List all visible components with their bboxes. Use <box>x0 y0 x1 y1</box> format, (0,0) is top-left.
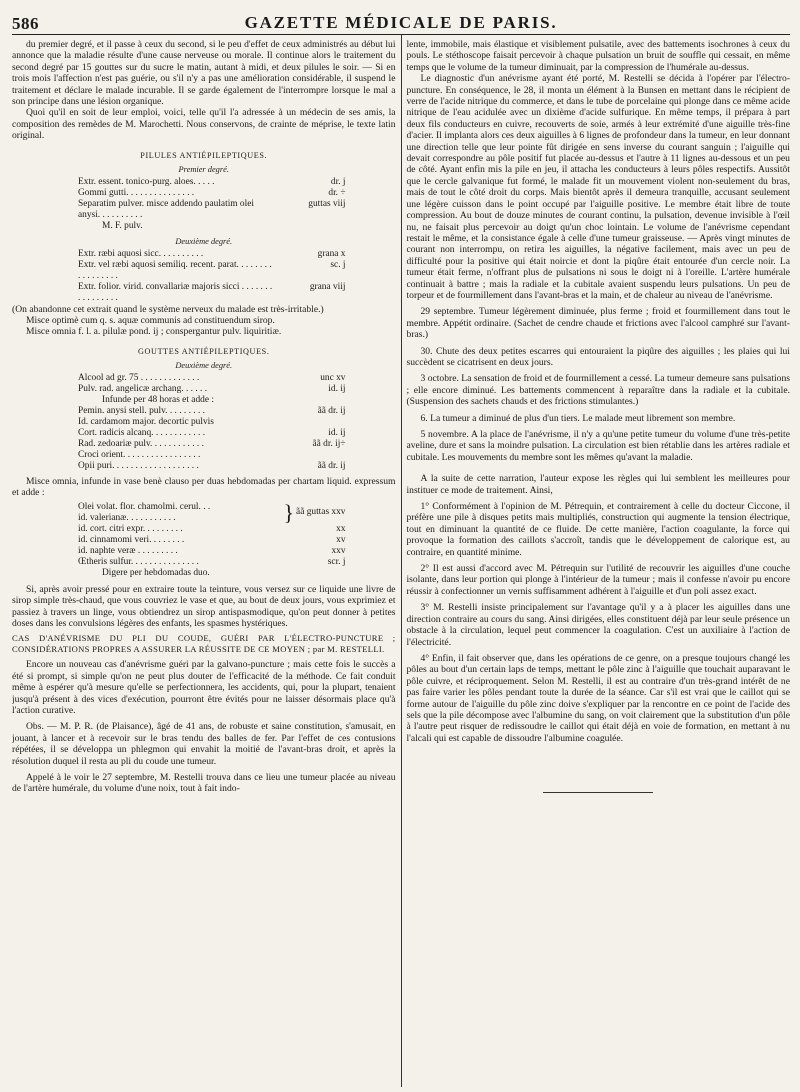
pills-degree-1-title: Premier degré. <box>178 164 229 174</box>
recipe-line: Extr. folior. virid. convallariæ majoris sicci . . . . . . . . . . . . . . . . grana viij <box>78 281 346 303</box>
recipe-instruction: Digere per hebdomadas duo. <box>102 567 210 578</box>
paragraph: 3° M. Restelli insiste principalement sur l'avantage qu'il y a à placer les aiguilles dans une direction contraire au cours du sang. Ainsi dirigées, elles constituent déjà par leur seule présence un obstacle à la circulation, lequel peut commencer la coagulation. C'est un auxiliaire à l'action de l'électricité. <box>406 602 790 648</box>
recipe-line: Extr. vel ræbi aquosi semiliq. recent. parat. . . . . . . . . . . . . . . . . sc. j <box>78 259 346 281</box>
paragraph: Si, après avoir pressé pour en extraire toute la teinture, vous versez sur ce liquide une livre de sirop simple très-chaud, que vous couvriez le vase et que, au bout de deux jours, vous exprimiez et passiez à travers un linge, vous obtiendrez un sirop antispasmodique, qu'on peut donner à petites doses dans les convulsions légères des enfants, les spasmes hystériques. <box>12 583 396 629</box>
recipe-line: id. cort. citri expr. . . . . . . . . xx <box>78 523 346 534</box>
paragraph: 1° Conformément à l'opinion de M. Pétrequin, et contrairement à celle du docteur Ciccone, il préfère une pile à disques petits mais multipliés, construction qui augmente la tension électrique, tout en diminuant la quantité de ce fluide. De cette manière, l'action coagulante, la force qui provoque la formation des caillots s'accroît, tandis que le développement de calorique est, au contraire, en quantité minime. <box>406 501 790 558</box>
right-column <box>406 35 790 1087</box>
recipe-line: Opii puri. . . . . . . . . . . . . . . . . . . ãã dr. ij <box>78 460 346 471</box>
paragraph: lente, immobile, mais élastique et visiblement pulsatile, avec des battements isochrones à ceux du pouls. Le stéthoscope faisait percevoir à chaque pulsation un bruit de souffle qui cessait, en même temps que le volume de la tumeur diminuait, par la compression de l'humérale au-dessus. <box>406 39 790 73</box>
page-number: 586 <box>12 14 39 33</box>
paragraph: Le diagnostic d'un anévrisme ayant été porté, M. Restelli se décida à l'opérer par l'électro-puncture. En conséquence, le 28, il monta un élément à la Bunsen en mettant dans le récipient de verre de l'acide nitrique du commerce, et dans le tube de porcelaine qui plonge dans ce même acide nitrique de l'eau acidulée avec un dixième d'acide sulfurique. En même temps, il prépara à part deux fils conducteurs en cuivre, recouverts de soie, armés à leur extrémité d'une aiguille très-fine d'acier. Il implanta alors ces deux aiguilles à 6 lignes de profondeur dans la tumeur, en leur donnant une direction telle que leur pointe fût dirigée en sens inverse du courant sanguin ; l'aiguille qui devait correspondre au pôle positif fut placée au-dessus et l'autre à 11 lignes au-dessous et un peu de côté. Ayant enfin mis la pile en jeu, il attacha les conducteurs à leurs pôles respectifs. Aussitôt que le cercle galvanique fut formé, le malade fit un mouvement violent non-seulement du bras, mais de tout le côté droit du corps. Mais bientôt après il demeura tranquille, accusant seulement une légère cuisson dans le point occupé par l'aiguille positive. Le membre était libre de toute compression. Au bout de douze minutes de courant continu, la pulsation, devenue invisible à l'œil nu, ne faisait plus percevoir au doigt qu'un choc lointain. Le volume de l'anévrisme cependant restait le même, et la consistance égale à celle d'une tumeur graisseuse. — Après vingt minutes de courant non interrompu, on retira les aiguilles, la négative facilement, mais avec un peu de difficulté pour la positive qui était noircie et dont la piqûre était entourée d'un cercle noir. La tumeur était ferme, n'offrant plus de pulsations ni sous le doigt ni à l'oreille. L'artère humérale continuait à battre ; mais la radiale et la cubitale avaient suspendu leurs pulsations. Un peu de torpeur et de fourmillement dans l'avant-bras et la main, et de chaleur au niveau de l'anévrisme. <box>406 73 790 301</box>
recipe-line: Œtheris sulfur. . . . . . . . . . . . . . . scr. j <box>78 556 346 567</box>
paragraph: 29 septembre. Tumeur légèrement diminuée, plus ferme ; froid et fourmillement dans tout le membre. Appétit ordinaire. (Sachet de cendre chaude et frictions avec l'alcool camphré sur l'avant-bras.) <box>406 306 790 341</box>
columns <box>12 35 790 1087</box>
brace-glyph: } <box>283 499 295 525</box>
paragraph: 6. La tumeur a diminué de plus d'un tiers. Le malade meut librement son membre. <box>420 412 736 424</box>
recipe-line: id. cinnamomi veri. . . . . . . . xv <box>78 534 346 545</box>
paragraph: Appelé à le voir le 27 septembre, M. Restelli trouva dans ce lieu une tumeur placée au niveau de l'artère humérale, du volume d'une noix, tout à fait indo- <box>12 771 396 795</box>
recipe-line: Rad. zedoariæ pulv. . . . . . . . . . . . ãã dr. ij÷ <box>78 438 346 449</box>
paragraph: 5 novembre. A la place de l'anévrisme, il n'y a qu'une petite tumeur du volume d'une très-petite aveline, dure et sans la moindre pulsation. La circulation est bien rétablie dans les artères radiale et cubitale. Les mouvements du membre sont les mêmes qu'avant la maladie. <box>406 429 790 463</box>
drops-degree-2-title: Deuxième degré. <box>175 360 233 370</box>
pills-instruction: Misce optimè cum q. s. aquæ communis ad constituendum sirop. <box>26 315 275 327</box>
column-divider <box>401 35 402 1087</box>
recipe-line: Extr. essent. tonico-purg. aloes. . . . . dr. j <box>78 176 346 187</box>
recipe-line: Pulv. rad. angelicæ archang. . . . . . id. ij <box>78 383 346 394</box>
recipe-line: Croci orient. . . . . . . . . . . . . . . . . <box>78 449 201 460</box>
recipe-line: id. naphte veræ . . . . . . . . . xxv <box>78 545 346 556</box>
pills-degree-2-title: Deuxième degré. <box>175 236 233 246</box>
recipe-line: Alcool ad gr. 75 . . . . . . . . . . . . . unc xv <box>78 372 346 383</box>
recipe-instruction: M. F. pulv. <box>102 220 143 231</box>
paragraph: Encore un nouveau cas d'anévrisme guéri par la galvano-puncture ; mais cette fois le succès a été si prompt, si simple qu'on ne peut plus douter de l'efficacité de la méthode. Ce fait conduit même à espérer qu'à mesure qu'elle se perfectionnera, les accidents, qui, pour la plupart, tenaient jusqu'à présent à des vices d'exécution, pourront être évités pour ne laisser désormais place qu'à l'action curative. <box>12 659 396 716</box>
paragraph: A la suite de cette narration, l'auteur expose les règles qui lui semblent les meilleures pour instituer ce mode de traitement. Ainsi, <box>406 473 790 496</box>
recipe-line: id. valerianæ. . . . . . . . . . . <box>78 512 176 523</box>
brace-group <box>12 499 396 525</box>
pills-note: (On abandonne cet extrait quand le système nerveux du malade est très-irritable.) <box>12 303 324 315</box>
end-rule <box>543 792 653 793</box>
recipe-line: Cort. radicis alcanq. . . . . . . . . . . . id. ij <box>78 427 346 438</box>
paragraph: 30. Chute des deux petites escarres qui entouraient la piqûre des aiguilles ; les plaies qui lui succèdent se cicatrisent en deux jours. <box>406 345 790 368</box>
recipe-dose: ãã guttas xxv <box>296 507 346 518</box>
drops-oils <box>12 499 396 579</box>
drops-recipe <box>12 373 396 472</box>
paragraph: 2° Il est aussi d'accord avec M. Pétrequin sur l'utilité de recouvrir les aiguilles d'une couche isolante, dans leur portion qui plonge à l'intérieur de la tumeur ; mais il confesse n'avoir pu encore réussir à confectionner un vernis suffisamment adhérent à l'aiguille et d'un poli assez exact. <box>406 563 790 597</box>
drops-title: GOUTTES ANTIÉPILEPTIQUES. <box>138 346 270 356</box>
recipe-line: Pemin. anysi stell. pulv. . . . . . . . . ãã dr. ij <box>78 405 346 416</box>
paragraph: 4° Enfin, il fait observer que, dans les opérations de ce genre, on a presque toujours changé les pôles au bout d'un certain laps de temps, mettant le pôle zinc à l'aiguille que touchait auparavant le pôle cuivre, et réciproquement. Selon M. Restelli, il est au contraire d'un très-grand intérêt de ne pas faire varier les pôles pendant toute la durée de la séance. Car s'il est vrai que le caillot qui se forme autour de l'aiguille du pôle zinc doive s'expliquer par la rencontre en ce point de l'acide des sels que la pile décompose avec l'albumine du sang, on voit clairement que la substitution d'un pôle à l'autre peut risquer de redissoudre le caillot qui était déjà en voie de formation, en mettant à nu l'alcali qui est capable de dissoudre l'albumine coagulée. <box>406 652 790 744</box>
recipe-line: Separatim pulver. misce addendo paulatim olei anysi. . . . . . . . . . guttas viij <box>78 198 346 220</box>
recipe-instruction: Infunde per 48 horas et adde : <box>102 394 214 405</box>
left-column <box>12 35 396 1087</box>
pills-instruction: Misce omnia f. l. a. pilulæ pond. ij ; conspergantur pulv. liquiritiæ. <box>26 326 282 338</box>
pills-title: PILULES ANTIÉPILEPTIQUES. <box>140 150 268 160</box>
paragraph: du premier degré, et il passe à ceux du second, si le peu d'effet de ceux administrés au début lui annonce que la maladie résulte d'une cause nerveuse ou morale. Il continue alors le traitement du second degré par 15 gouttes sur du sucre le matin, autant à midi, et deux pilules le soir. — Si en trois mois l'affection n'est pas guérie, ou s'il n'y a pas une amélioration considérable, il suspend le traitement et déclare le malade incurable. Il se garde également de l'interrompre lorsque le mal a son principe dans une lésion organique. <box>12 39 396 108</box>
paragraph: Quoi qu'il en soit de leur emploi, voici, telle qu'il l'a adressée à un médecin de ses amis, la composition des remèdes de M. Marochetti. Nous conservons, de crainte de méprise, le texte latin original. <box>12 107 396 142</box>
recipe-line: Extr. ræbi aquosi sicc. . . . . . . . . . grana x <box>78 248 346 259</box>
article-title: CAS D'ANÉVRISME DU PLI DU COUDE, GUÉRI PAR L'ÉLECTRO-PUNCTURE ; CONSIDÉRATIONS PROPRES A ASSURER LA RÉUSSITE DE CE MOYEN ; par M. RESTELLI. <box>12 633 396 655</box>
pills-degree-1-recipe <box>12 177 396 232</box>
paragraph: Obs. — M. P. R. (de Plaisance), âgé de 41 ans, de robuste et saine constitution, s'amusait, en jouant, à lancer et à recevoir sur le bras tendu des balles de fer. Par l'effet de ces contusions répétées, il se développa un phlegmon qui envahit la moitié de l'avant-bras droit, et après la résolution duquel il resta au pli du coude une tumeur. <box>12 721 396 767</box>
page-header <box>12 0 790 35</box>
recipe-line: Olei volat. flor. chamolmi. cerul. . . <box>78 501 211 512</box>
recipe-line: Gommi gutti. . . . . . . . . . . . . . . dr. ÷ <box>78 187 346 198</box>
pills-degree-2-recipe <box>12 249 396 304</box>
drops-instruction: Misce omnia, infunde in vase benè clauso per duas hebdomadas per chartam liquid. expressum et adde : <box>12 475 396 499</box>
journal-title: GAZETTE MÉDICALE DE PARIS. <box>244 13 558 32</box>
recipe-line: Id. cardamom major. decortic pulvis <box>78 416 214 427</box>
paragraph: 3 octobre. La sensation de froid et de fourmillement a cessé. La tumeur demeure sans pulsations ; elle encore diminué. Les battements commencent à reparaître dans la radiale et la cubitale. (Suspension des sachets chauds et des frictions stimulantes.) <box>406 373 790 408</box>
